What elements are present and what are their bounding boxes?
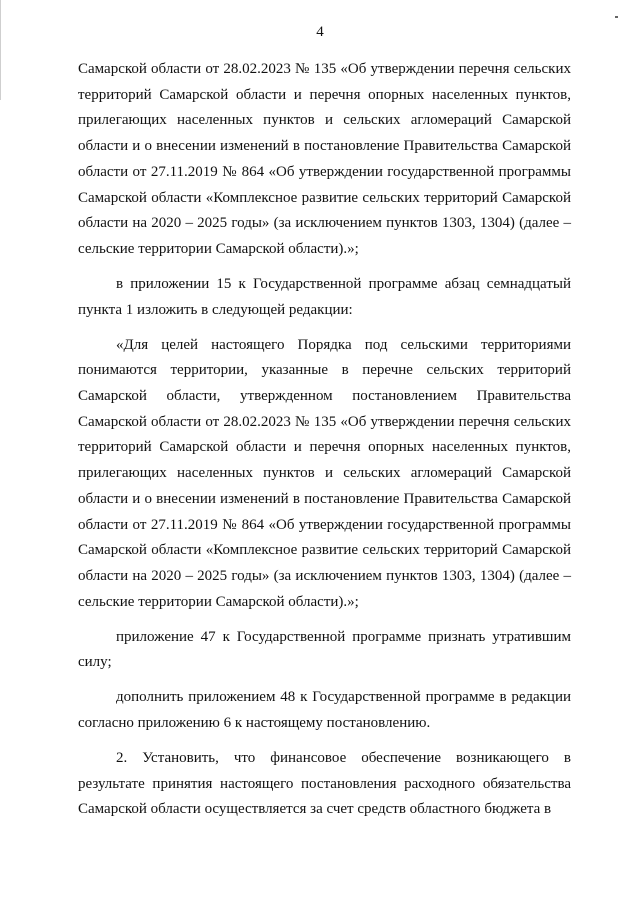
- paragraph-appendix-47: приложение 47 к Государственной программе признать утратившим силу;: [78, 628, 571, 671]
- scan-dot-mark: [615, 16, 618, 18]
- paragraph-appendix-15: в приложении 15 к Государственной программе абзац семнадцатый пункта 1 изложить в следующей редакции:: [78, 275, 571, 318]
- document-body: [78, 57, 571, 832]
- paragraph-item-2: 2. Установить, что финансовое обеспечение возникающего в результате принятия настоящего постановления расходного обязательства Самарской области осуществляется за счет средств областного бюджета в: [78, 750, 571, 818]
- paragraph-continuation: Самарской области от 28.02.2023 № 135 «Об утверждении перечня сельских территорий Самарской области и перечня опорных населенных пунктов, прилегающих населенных пунктов и сельских агломераций Самарской области и о внесении изменений в постановление Правительства Самарской области от 27.11.2019 № 864 «Об утверждении государственной программы Самарской области «Комплексное развитие сельских территорий Самарской области на 2020 – 2025 годы» (за исключением пунктов 1303, 1304) (далее – сельские территории Самарской области).»;: [78, 61, 571, 257]
- scan-edge-mark: [0, 0, 1, 100]
- paragraph-appendix-48: дополнить приложением 48 к Государственной программе в редакции согласно приложению 6 к настоящему постановлению.: [78, 689, 571, 732]
- paragraph-quoted-definition: «Для целей настоящего Порядка под сельскими территориями понимаются территории, указанные в перечне сельских территорий Самарской области, утвержденном постановлением Правительства Самарской области от 28.02.2023 № 135 «Об утверждении перечня сельских территорий Самарской области и перечня опорных населенных пунктов, прилегающих населенных пунктов и сельских агломераций Самарской области и о внесении изменений в постановление Правительства Самарской области от 27.11.2019 № 864 «Об утверждении государственной программы Самарской области «Комплексное развитие сельских территорий Самарской области на 2020 – 2025 годы» (за исключением пунктов 1303, 1304) (далее – сельские территории Самарской области).»;: [78, 336, 571, 610]
- page-number: 4: [316, 24, 324, 40]
